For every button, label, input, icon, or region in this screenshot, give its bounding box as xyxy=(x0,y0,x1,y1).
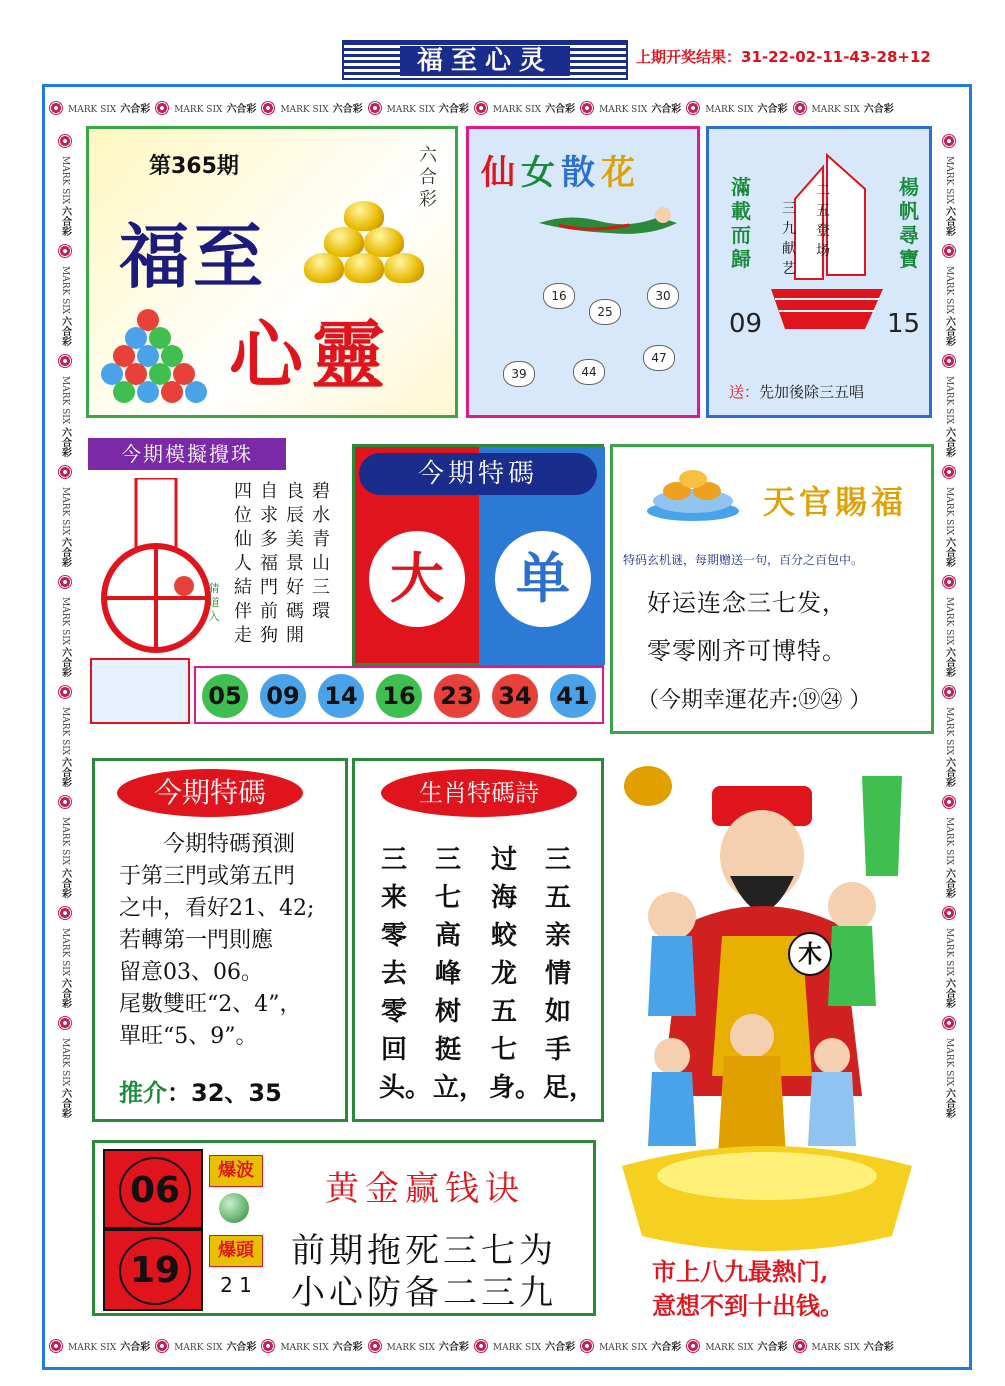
prediction-line: 單旺“5、9”。 xyxy=(119,1024,258,1049)
mark-six-label: MARK SIX xyxy=(944,817,954,866)
fairy-icon xyxy=(539,203,679,243)
mark-six-label: MARK SIX xyxy=(944,486,954,535)
zodiac-col: 三来零去零回头。 xyxy=(379,845,432,1103)
liuhecai-mark: 六合彩 xyxy=(332,104,363,115)
liuhecai-mark: 六合彩 xyxy=(863,1342,894,1353)
liuhecai-mark: 六合彩 xyxy=(863,104,894,115)
xiannv-char: 女 xyxy=(521,153,561,193)
mark-six-label: MARK SIX xyxy=(599,105,648,115)
border-strip-top xyxy=(46,88,968,126)
prediction-line: 今期特碼預測 xyxy=(163,832,296,857)
ship-right-text: 楊帆尋寶 xyxy=(899,175,919,271)
prediction-line: 于第三門或第五門 xyxy=(119,864,296,889)
flower-icon xyxy=(58,134,72,148)
last-result-label: 上期开奖结果： xyxy=(636,48,742,66)
liuhecai-mark: 六合彩 xyxy=(59,536,71,567)
simulate-poem-col: 四位仙人結伴走 xyxy=(234,481,252,646)
mark-six-label: MARK SIX xyxy=(68,1343,117,1353)
panel-ship xyxy=(706,126,932,418)
mark-six-label: MARK SIX xyxy=(944,596,954,646)
flower-icon xyxy=(793,1339,807,1353)
tianguan-note: 特码玄机谜，每期赠送一句，百分之百包中。 xyxy=(623,553,864,567)
liuhecai-mark: 六合彩 xyxy=(438,1342,469,1353)
mark-six-label: MARK SIX xyxy=(60,927,70,976)
flower-icon xyxy=(942,244,956,258)
tianguan-verse-1: 好运连念三七发， xyxy=(647,589,847,617)
xiannv-title xyxy=(481,145,641,194)
mark-six-label: MARK SIX xyxy=(944,1037,954,1086)
zodiac-title: 生肖特碼詩 xyxy=(381,769,577,817)
prediction-title: 今期特碼 xyxy=(117,769,303,817)
gold-title: 黄金赢钱诀 xyxy=(325,1169,525,1209)
lucky-flower: （今期幸運花卉:⑲㉔ ） xyxy=(637,688,872,713)
flower-icon xyxy=(942,1016,956,1030)
header-title: 福至心灵 xyxy=(400,46,570,76)
mark-six-label: MARK SIX xyxy=(60,266,70,315)
simulate-title: 今期模擬攪珠 xyxy=(88,438,286,470)
flower-icon xyxy=(686,101,700,115)
green-ball-icon xyxy=(219,1193,249,1223)
last-result xyxy=(636,46,931,67)
flower-icon xyxy=(580,101,594,115)
god-line-1: 市上八九最熱门, xyxy=(652,1257,829,1286)
recommend xyxy=(119,1073,282,1108)
panel-fuzhi xyxy=(86,126,458,418)
mark-six-label: MARK SIX xyxy=(944,927,954,976)
flower-icon xyxy=(580,1339,594,1353)
fuzhi-title: 福至 xyxy=(119,215,267,298)
flower-number: 47 xyxy=(643,345,675,371)
flower-icon xyxy=(474,101,488,115)
flower-icon xyxy=(942,354,956,368)
ship-number-right: 15 xyxy=(887,309,921,339)
send-text: 先加後除三五唱 xyxy=(759,383,865,401)
send-line xyxy=(729,381,864,402)
prediction-text xyxy=(119,829,349,1053)
gold-tag-2: 爆頭 xyxy=(209,1235,263,1267)
xiannv-char: 仙 xyxy=(481,153,521,193)
flower-icon xyxy=(942,685,956,699)
mark-six-label: MARK SIX xyxy=(174,1343,223,1353)
liuhecai-mark: 六合彩 xyxy=(332,1342,363,1353)
wood-badge: 木 xyxy=(788,932,832,976)
liuhecai-mark: 六合彩 xyxy=(757,1342,788,1353)
ball: 41 xyxy=(550,674,596,718)
gold-number-2: 19 xyxy=(119,1237,191,1305)
flower-icon xyxy=(942,465,956,479)
side-label: 猜道入 xyxy=(208,582,220,623)
flower-icon xyxy=(155,101,169,115)
border-strip-right xyxy=(930,126,968,1326)
simulate-poem-col: 碧水青山三環 xyxy=(312,481,330,622)
liuhecai-mark: 六合彩 xyxy=(943,316,955,347)
liuhecai-mark: 六合彩 xyxy=(545,1342,576,1353)
flower-icon xyxy=(58,1016,72,1030)
mark-six-label: MARK SIX xyxy=(944,156,954,205)
liuhecai-mark: 六合彩 xyxy=(120,104,151,115)
gold-ingots-icon xyxy=(299,201,429,311)
liuhecai-mark: 六合彩 xyxy=(59,647,71,678)
flower-number: 16 xyxy=(543,283,575,309)
simulate-poem-col: 良辰美景好碼開 xyxy=(286,481,304,646)
flower-icon xyxy=(58,906,72,920)
zodiac-col: 三五亲情如手足， xyxy=(543,845,596,1103)
drum-base xyxy=(90,658,190,724)
liuhecai-mark: 六合彩 xyxy=(59,1087,71,1118)
flower-icon xyxy=(58,354,72,368)
xinling-title: 心靈 xyxy=(229,313,393,399)
liuhecai-mark: 六合彩 xyxy=(943,536,955,567)
flower-icon xyxy=(58,795,72,809)
flower-icon xyxy=(58,685,72,699)
liuhecai-mark: 六合彩 xyxy=(943,757,955,788)
liuhecai-mark: 六合彩 xyxy=(59,426,71,457)
gold-numbox-2 xyxy=(103,1229,203,1311)
border-strip-left xyxy=(46,126,84,1326)
xiannv-char: 花 xyxy=(601,153,641,193)
mark-six-label: MARK SIX xyxy=(944,707,954,756)
mark-six-label: MARK SIX xyxy=(60,156,70,205)
flower-icon xyxy=(474,1339,488,1353)
mark-six-label: MARK SIX xyxy=(174,105,223,115)
liuhecai-mark: 六合彩 xyxy=(226,1342,257,1353)
tema-big: 大 xyxy=(369,531,465,627)
mark-six-label: MARK SIX xyxy=(60,596,70,646)
prediction-line: 之中，看好21、42; xyxy=(119,896,315,921)
liuhecai-mark: 六合彩 xyxy=(943,206,955,237)
flower-icon xyxy=(942,906,956,920)
mark-six-label: MARK SIX xyxy=(599,1343,648,1353)
panel-tema xyxy=(352,444,604,666)
send-label: 送： xyxy=(729,383,760,401)
mark-six-label: MARK SIX xyxy=(705,105,754,115)
panel-gold xyxy=(92,1140,596,1316)
panel-prediction xyxy=(92,758,348,1122)
border-strip-bottom xyxy=(46,1326,968,1364)
gold-number-1: 06 xyxy=(119,1157,191,1225)
ball: 16 xyxy=(376,674,422,718)
mark-six-label: MARK SIX xyxy=(944,376,954,425)
prediction-line: 若轉第一門則應 xyxy=(119,928,274,953)
mark-six-label: MARK SIX xyxy=(492,105,542,115)
mark-six-label: MARK SIX xyxy=(60,376,70,425)
liuhecai-mark: 六合彩 xyxy=(757,104,788,115)
liuhecai-mark: 六合彩 xyxy=(943,977,955,1008)
flower-icon xyxy=(49,101,63,115)
flower-icon xyxy=(942,134,956,148)
liuhecai-mark: 六合彩 xyxy=(226,104,257,115)
liuhecai-mark: 六合彩 xyxy=(943,426,955,457)
tianguan-title: 天官賜福 xyxy=(763,483,908,521)
flower-icon xyxy=(58,244,72,258)
zodiac-col: 过海蛟龙五七身。 xyxy=(489,845,542,1103)
ball: 23 xyxy=(434,674,480,718)
panel-xiannv xyxy=(466,126,700,418)
tema-title: 今期特碼 xyxy=(359,453,597,495)
gold-line-1: 前期拖死三七为 xyxy=(291,1231,557,1271)
gold-digits: 2 1 xyxy=(220,1273,252,1297)
gold-tag-1: 爆波 xyxy=(209,1155,263,1187)
liuhecai-mark: 六合彩 xyxy=(651,1342,682,1353)
mark-six-label: MARK SIX xyxy=(944,266,954,315)
mark-six-label: MARK SIX xyxy=(60,707,70,756)
ball: 34 xyxy=(492,674,538,718)
mark-six-label: MARK SIX xyxy=(60,1037,70,1086)
panel-zodiac xyxy=(352,758,604,1122)
mark-six-label: MARK SIX xyxy=(386,105,435,115)
liuhecai-mark: 六合彩 xyxy=(59,206,71,237)
liuhecai-mark: 六合彩 xyxy=(651,104,682,115)
mark-six-label: MARK SIX xyxy=(280,105,329,115)
mark-six-label: MARK SIX xyxy=(280,1343,329,1353)
mark-six-label: MARK SIX xyxy=(386,1343,435,1353)
flower-number: 39 xyxy=(503,361,535,387)
mark-six-label: MARK SIX xyxy=(68,105,117,115)
liuhecai-mark: 六合彩 xyxy=(943,647,955,678)
sail-right-text: 二五登场 xyxy=(816,183,830,259)
liuhecai-mark: 六合彩 xyxy=(943,1087,955,1118)
liuhecai-label: 六合彩 xyxy=(419,145,437,210)
mark-six-label: MARK SIX xyxy=(60,817,70,866)
flower-icon xyxy=(155,1339,169,1353)
flower-icon xyxy=(942,795,956,809)
last-result-value: 31-22-02-11-43-28+12 xyxy=(741,48,931,66)
flower-icon xyxy=(368,101,382,115)
liuhecai-mark: 六合彩 xyxy=(545,104,576,115)
simulate-poem-col: 自求多福門前狗 xyxy=(260,481,278,646)
liuhecai-mark: 六合彩 xyxy=(120,1342,151,1353)
flower-icon xyxy=(49,1339,63,1353)
prediction-line: 尾數雙旺“2、4”， xyxy=(119,992,302,1017)
liuhecai-mark: 六合彩 xyxy=(59,757,71,788)
liuhecai-mark: 六合彩 xyxy=(59,316,71,347)
flower-number: 30 xyxy=(647,283,679,309)
ball: 09 xyxy=(260,674,306,718)
lottery-balls-icon xyxy=(101,309,221,409)
mark-six-label: MARK SIX xyxy=(60,486,70,535)
flower-icon xyxy=(261,101,275,115)
liuhecai-mark: 六合彩 xyxy=(59,977,71,1008)
header-title-box xyxy=(342,40,628,80)
ball-row xyxy=(194,666,604,724)
ship-left-text: 滿載而歸 xyxy=(731,175,751,271)
liuhecai-mark: 六合彩 xyxy=(59,867,71,898)
lottery-drum-icon xyxy=(96,478,216,668)
liuhecai-mark: 六合彩 xyxy=(438,104,469,115)
gold-numbox-1 xyxy=(103,1149,203,1229)
ship-number-left: 09 xyxy=(729,309,763,339)
mark-six-label: MARK SIX xyxy=(492,1343,542,1353)
gold-bowl-icon xyxy=(643,461,743,525)
mark-six-label: MARK SIX xyxy=(705,1343,754,1353)
issue-number: 第365期 xyxy=(149,154,239,179)
gold-ingot-icon xyxy=(622,1136,912,1256)
flower-icon xyxy=(58,575,72,589)
flower-icon xyxy=(58,465,72,479)
recommend-label: 推介 xyxy=(119,1079,167,1107)
ball: 14 xyxy=(318,674,364,718)
zodiac-col: 三七高峰树挺立， xyxy=(433,845,486,1103)
mark-six-label: MARK SIX xyxy=(811,105,860,115)
sail-left-text: 三九献艺 xyxy=(782,201,796,277)
liuhecai-mark: 六合彩 xyxy=(943,867,955,898)
flower-icon xyxy=(261,1339,275,1353)
flower-icon xyxy=(942,575,956,589)
tema-odd: 单 xyxy=(495,531,591,627)
flower-icon xyxy=(686,1339,700,1353)
flower-icon xyxy=(793,101,807,115)
flower-icon xyxy=(368,1339,382,1353)
tianguan-verse-2: 零零刚齐可博特。 xyxy=(647,637,847,665)
panel-tianguan xyxy=(610,444,934,734)
flower-number: 25 xyxy=(589,299,621,325)
mark-six-label: MARK SIX xyxy=(811,1343,860,1353)
ball: 05 xyxy=(202,674,248,718)
prediction-line: 留意03、06。 xyxy=(119,960,263,985)
xiannv-char: 散 xyxy=(561,153,601,193)
god-line-2: 意想不到十出钱。 xyxy=(652,1291,844,1320)
flower-number: 44 xyxy=(573,359,605,385)
recommend-value: ：32、35 xyxy=(167,1079,282,1107)
gold-line-2: 小心防备二三九 xyxy=(291,1273,557,1313)
god-illustration xyxy=(612,756,920,1320)
